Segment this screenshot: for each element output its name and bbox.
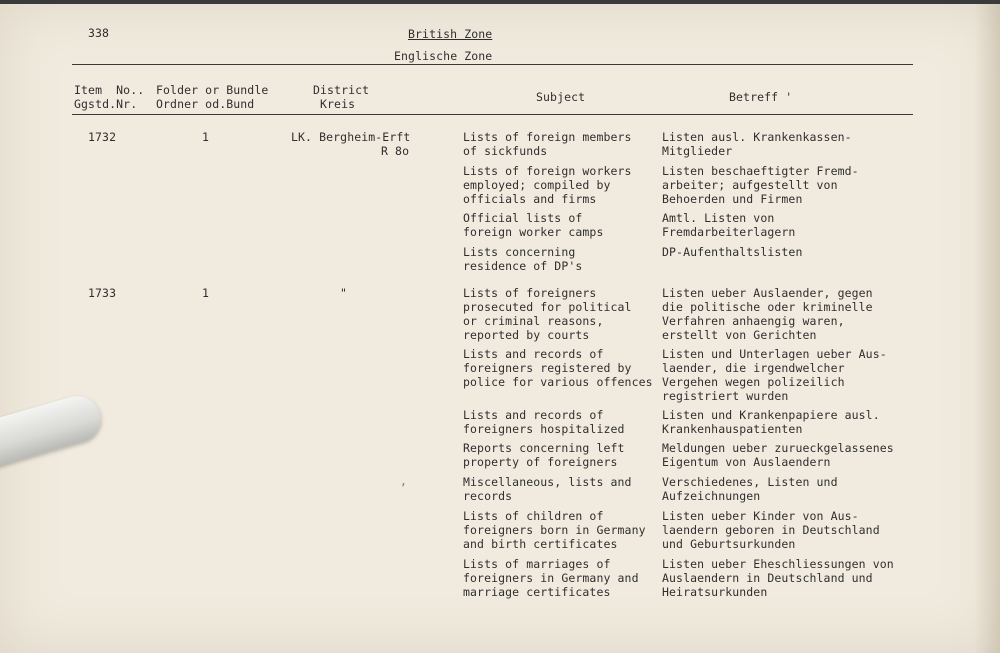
col-district-label-de: Kreis [320, 97, 356, 111]
header-rule-bottom [72, 114, 913, 115]
subject-cell: Lists and records of foreigners hospitalized [463, 408, 625, 436]
subject-cell: Lists of foreigners prosecuted for political or criminal reasons, reported by courts [463, 286, 632, 342]
subject-cell: Lists of foreign members of sickfunds [463, 130, 632, 158]
col-subject-label: Subject [536, 90, 586, 104]
entry-district-ditto: " [340, 286, 348, 300]
betreff-cell: Meldungen ueber zurueckgelassenes Eigentum von Auslaendern [662, 441, 894, 469]
subject-cell: Lists of marriages of foreigners in Germany and marriage certificates [463, 557, 639, 599]
page-number: 338 [88, 26, 110, 40]
subject-cell: Lists concerning residence of DP's [463, 245, 583, 273]
subject-cell: Reports concerning left property of foreigners [463, 441, 625, 469]
zone-title-de: Englische Zone [394, 49, 493, 63]
subject-cell: Lists of foreign workers employed; compiled by officials and firms [463, 164, 632, 206]
betreff-cell: DP-Aufenthaltslisten [662, 245, 803, 259]
col-item-label-de: Ggstd.Nr. [74, 97, 138, 111]
stray-pencil-mark: , [400, 474, 408, 488]
betreff-cell: Amtl. Listen von Fremdarbeiterlagern [662, 211, 796, 239]
col-district-label: District [313, 83, 370, 97]
betreff-cell: Listen ueber Kinder von Aus- laendern geboren in Deutschland und Geburtsurkunden [662, 509, 880, 551]
entry-folder: 1 [202, 286, 210, 300]
betreff-cell: Listen ausl. Krankenkassen- Mitglieder [662, 130, 852, 158]
subject-cell: Miscellaneous, lists and records [463, 475, 632, 503]
entry-district-code: R 8o [381, 144, 410, 158]
betreff-cell: Verschiedenes, Listen und Aufzeichnungen [662, 475, 838, 503]
header-rule-top [72, 64, 913, 65]
col-folder-label: Folder or Bundle [156, 83, 269, 97]
entry-item-number: 1733 [88, 286, 117, 300]
document-page [0, 4, 1000, 653]
betreff-cell: Listen und Unterlagen ueber Aus- laender, die irgendwelcher Vergehen wegen polizeilich registriert wurden [662, 347, 887, 403]
betreff-cell: Listen beschaeftigter Fremd- arbeiter; aufgestellt von Behoerden und Firmen [662, 164, 859, 206]
subject-cell: Official lists of foreign worker camps [463, 211, 604, 239]
col-betreff-label: Betreff ' [729, 90, 793, 104]
entry-folder: 1 [202, 130, 210, 144]
betreff-cell: Listen und Krankenpapiere ausl. Krankenhauspatienten [662, 408, 880, 436]
entry-item-number: 1732 [88, 130, 117, 144]
entry-district: LK. Bergheim-Erft [291, 130, 411, 144]
subject-cell: Lists of children of foreigners born in Germany and birth certificates [463, 509, 646, 551]
col-folder-label-de: Ordner od.Bund [156, 97, 255, 111]
betreff-cell: Listen ueber Auslaender, gegen die politische oder kriminelle Verfahren anhaengig waren, erstellt von Gerichten [662, 286, 873, 342]
betreff-cell: Listen ueber Eheschliessungen von Auslaendern in Deutschland und Heiratsurkunden [662, 557, 894, 599]
zone-title-en: British Zone [408, 27, 493, 41]
col-item-label: Item No.. [74, 83, 145, 97]
photo-finger-artifact [0, 391, 106, 472]
subject-cell: Lists and records of foreigners registered by police for various offences [463, 347, 653, 389]
